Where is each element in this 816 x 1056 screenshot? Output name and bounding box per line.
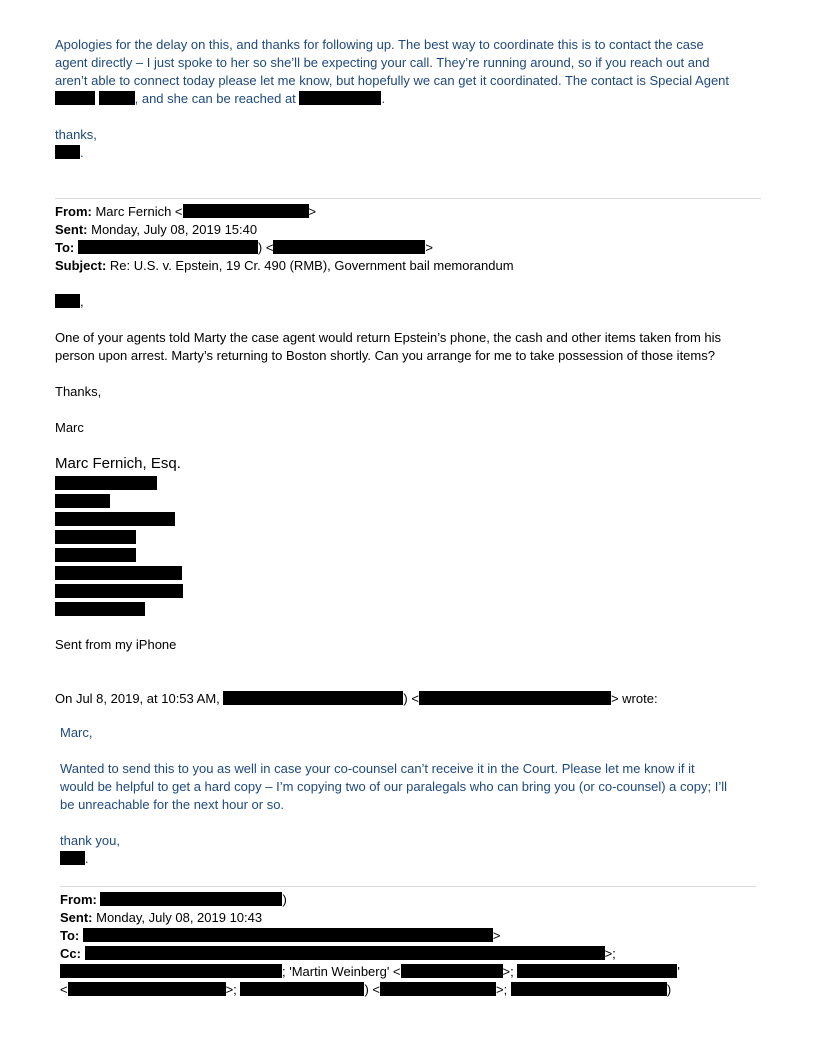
cc-label: Cc: [60, 946, 81, 961]
redaction [78, 240, 258, 254]
reply1-sig-end: . [80, 145, 84, 160]
from-label: From: [60, 892, 97, 907]
redaction [100, 892, 282, 906]
redaction [60, 851, 85, 865]
signature-redaction [55, 512, 175, 526]
to-end: > [425, 240, 434, 255]
redaction [85, 946, 605, 960]
marc-body-line-1: One of your agents told Marty the case agent would return Epstein’s phone, the cash and other items taken from his [55, 330, 722, 345]
marc-thanks: Thanks, [55, 384, 102, 399]
marc-name: Marc [55, 420, 84, 435]
header1-sent [55, 221, 257, 239]
to-end: > [492, 928, 501, 943]
redaction [99, 91, 135, 105]
reply2-signature [60, 850, 89, 868]
redaction [419, 691, 611, 705]
reply1-line-3: aren’t able to connect today please let me know, but hopefully we can get it coordinated. The contact is Special Agent [55, 73, 730, 88]
redaction [223, 691, 403, 705]
from-end: > [308, 204, 317, 219]
from-end: ) [282, 892, 287, 907]
cc3-end: ) [666, 982, 672, 997]
header2-to [60, 927, 500, 945]
cc3-mid2: ) < [364, 982, 380, 997]
signature-redaction [55, 530, 136, 544]
reply1-line-4-end: . [381, 91, 386, 106]
reply1-signature [55, 144, 84, 162]
cc2-mid2: >; [502, 964, 514, 979]
reply1-line-1: Apologies for the delay on this, and thanks for following up. The best way to coordinate this is to contact the case [55, 37, 704, 52]
signature-redaction [55, 566, 182, 580]
sent-value: Monday, July 08, 2019 15:40 [91, 222, 258, 237]
greeting-end: , [80, 294, 84, 309]
redaction [60, 964, 282, 978]
sent-from-iphone: Sent from my iPhone [55, 637, 177, 652]
redaction [55, 294, 80, 308]
header2-cc-line-2 [60, 963, 680, 981]
to-label: To: [55, 240, 75, 255]
cc-end: >; [604, 946, 616, 961]
signature-redaction [55, 494, 110, 508]
reply1-line-4 [55, 90, 385, 108]
cc3-mid3: >; [495, 982, 508, 997]
redaction [55, 145, 80, 159]
redaction [240, 982, 364, 996]
header2-cc-line-3 [60, 981, 671, 999]
separator-rule [60, 886, 756, 887]
cc3-mid1: >; [225, 982, 237, 997]
reply1-line-4-mid: , and she can be reached at [134, 91, 296, 106]
to-label: To: [60, 928, 80, 943]
quote-suffix: > wrote: [610, 691, 658, 706]
sent-label: Sent: [55, 222, 88, 237]
subject-label: Subject: [55, 258, 107, 273]
redaction [380, 982, 496, 996]
reply2-thanks: thank you, [60, 833, 120, 848]
separator-rule [55, 198, 761, 199]
signature-redaction [55, 602, 145, 616]
redaction [511, 982, 667, 996]
redaction [299, 91, 381, 105]
redaction [273, 240, 425, 254]
redaction [83, 928, 493, 942]
redaction [517, 964, 680, 979]
quote-prefix: On Jul 8, 2019, at 10:53 AM, [55, 691, 220, 706]
header2-cc [60, 945, 616, 963]
reply2-line-2: would be helpful to get a hard copy – I’m copying two of our paralegals who can bring you (or co-counsel) a copy; I’ll [60, 779, 727, 794]
marc-greeting [55, 293, 84, 311]
sent-value: Monday, July 08, 2019 10:43 [96, 910, 263, 925]
to-mid: ) < [257, 240, 274, 255]
reply1-thanks: thanks, [55, 127, 97, 142]
subject-value: Re: U.S. v. Epstein, 19 Cr. 490 (RMB), Government bail memorandum [109, 258, 514, 273]
cc3-start: < [60, 982, 68, 997]
redaction [55, 91, 95, 105]
marc-body-line-2: person upon arrest. Marty’s returning to Boston shortly. Can you arrange for me to take possession of those items? [55, 348, 715, 363]
quote-header [55, 690, 658, 708]
reply2-sig-end: . [85, 851, 89, 866]
redaction [183, 204, 309, 218]
signature-redaction [55, 476, 157, 490]
sent-label: Sent: [60, 910, 93, 925]
cc2-mid1: ; 'Martin Weinberg' < [282, 964, 401, 979]
cc2-end: ' [677, 964, 680, 979]
reply2-greeting: Marc, [60, 725, 93, 740]
redaction [68, 982, 226, 996]
marc-signature-name: Marc Fernich, Esq. [55, 455, 181, 472]
quote-mid: ) < [403, 691, 419, 706]
reply1-line-2: agent directly – I just spoke to her so she’ll be expecting your call. They’re running around, so if you reach out and [55, 55, 710, 70]
header2-sent [60, 909, 262, 927]
reply2-line-1: Wanted to send this to you as well in case your co-counsel can’t receive it in the Court. Please let me know if it [60, 761, 695, 776]
header1-to [55, 239, 433, 257]
signature-redaction [55, 548, 136, 562]
signature-redaction [55, 584, 183, 598]
from-label: From: [55, 204, 92, 219]
header1-from [55, 203, 316, 221]
reply2-line-3: be unreachable for the next hour or so. [60, 797, 285, 812]
header2-from [60, 891, 287, 909]
header1-subject [55, 257, 514, 275]
redaction [401, 964, 503, 978]
from-value: Marc Fernich < [95, 204, 183, 219]
